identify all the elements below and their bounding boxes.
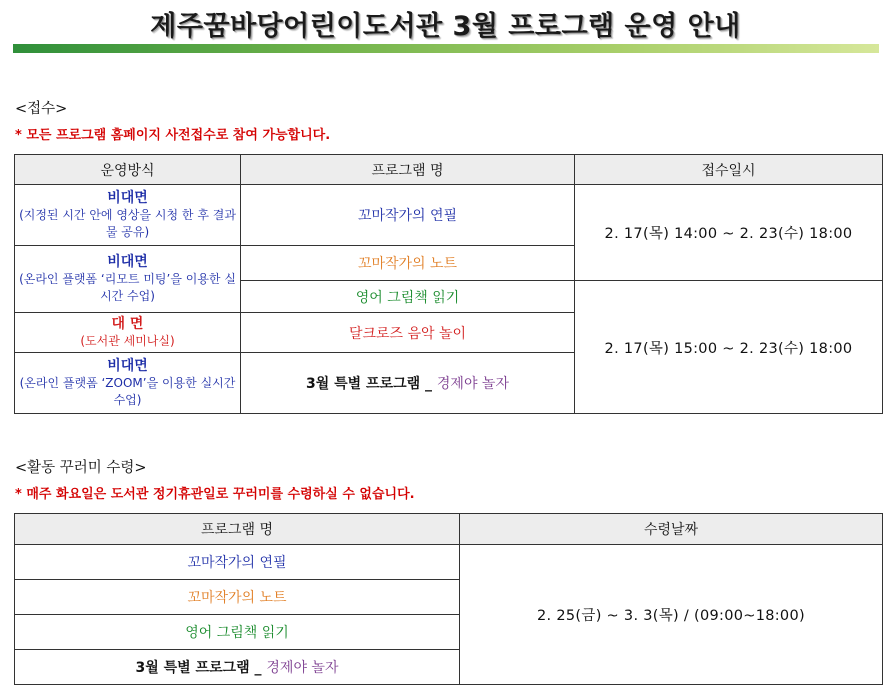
activity-note: * 매주 화요일은 도서관 정기휴관일로 꾸러미를 수령하실 수 없습니다.	[15, 487, 415, 502]
reception-table	[14, 154, 883, 414]
program-name: 꼬마작가의 노트	[15, 580, 460, 615]
method-cell	[15, 246, 241, 313]
program-name: 영어 그림책 읽기	[15, 615, 460, 650]
header-method: 운영방식	[15, 155, 241, 185]
special-program-prefix: 3월 특별 프로그램 _	[306, 376, 437, 392]
special-program-suffix: 경제야 놀자	[436, 376, 509, 392]
program-name: 꼬마작가의 연필	[241, 185, 575, 246]
reception-date-1: 2. 17(목) 14:00 ~ 2. 23(수) 18:00	[575, 185, 883, 281]
method-description: (지정된 시간 안에 영상을 시청 한 후 결과물 공유)	[19, 207, 236, 239]
program-name: 꼬마작가의 노트	[241, 246, 575, 281]
method-cell	[15, 353, 241, 414]
program-name: 달크로즈 음악 놀이	[241, 313, 575, 353]
method-description: (온라인 플랫폼 ‘ZOOM’을 이용한 실시간 수업)	[19, 375, 236, 407]
method-cell	[15, 185, 241, 246]
method-label: 대 면	[111, 315, 144, 332]
pickup-date: 2. 25(금) ~ 3. 3(목) / (09:00~18:00)	[460, 545, 883, 685]
page-title: 제주꿈바당어린이도서관 3월 프로그램 운영 안내	[150, 11, 741, 42]
header-pickup-date: 수령날짜	[460, 514, 883, 545]
activity-table	[14, 513, 883, 685]
activity-header-row	[15, 514, 883, 545]
program-name: 영어 그림책 읽기	[241, 281, 575, 313]
reception-date-2: 2. 17(목) 15:00 ~ 2. 23(수) 18:00	[575, 281, 883, 414]
method-description: (도서관 세미나실)	[80, 333, 175, 348]
reception-heading: <접수>	[15, 101, 68, 117]
method-cell	[15, 313, 241, 353]
method-label: 비대면	[107, 253, 148, 270]
header-program: 프로그램 명	[15, 514, 460, 545]
header-program: 프로그램 명	[241, 155, 575, 185]
method-description: (온라인 플랫폼 ‘리모트 미팅’을 이용한 실시간 수업)	[19, 271, 236, 303]
title-underline-bar	[13, 44, 879, 53]
table-row	[15, 185, 883, 246]
reception-header-row	[15, 155, 883, 185]
method-label: 비대면	[107, 189, 148, 206]
program-name	[241, 353, 575, 414]
reception-note: * 모든 프로그램 홈페이지 사전접수로 참여 가능합니다.	[15, 128, 331, 143]
program-name	[15, 650, 460, 685]
activity-heading: <활동 꾸러미 수령>	[15, 460, 147, 476]
special-program-suffix: 경제야 놀자	[266, 660, 339, 676]
header-date: 접수일시	[575, 155, 883, 185]
program-name: 꼬마작가의 연필	[15, 545, 460, 580]
special-program-prefix: 3월 특별 프로그램 _	[135, 660, 267, 676]
table-row	[15, 545, 883, 580]
method-label: 비대면	[107, 357, 148, 374]
